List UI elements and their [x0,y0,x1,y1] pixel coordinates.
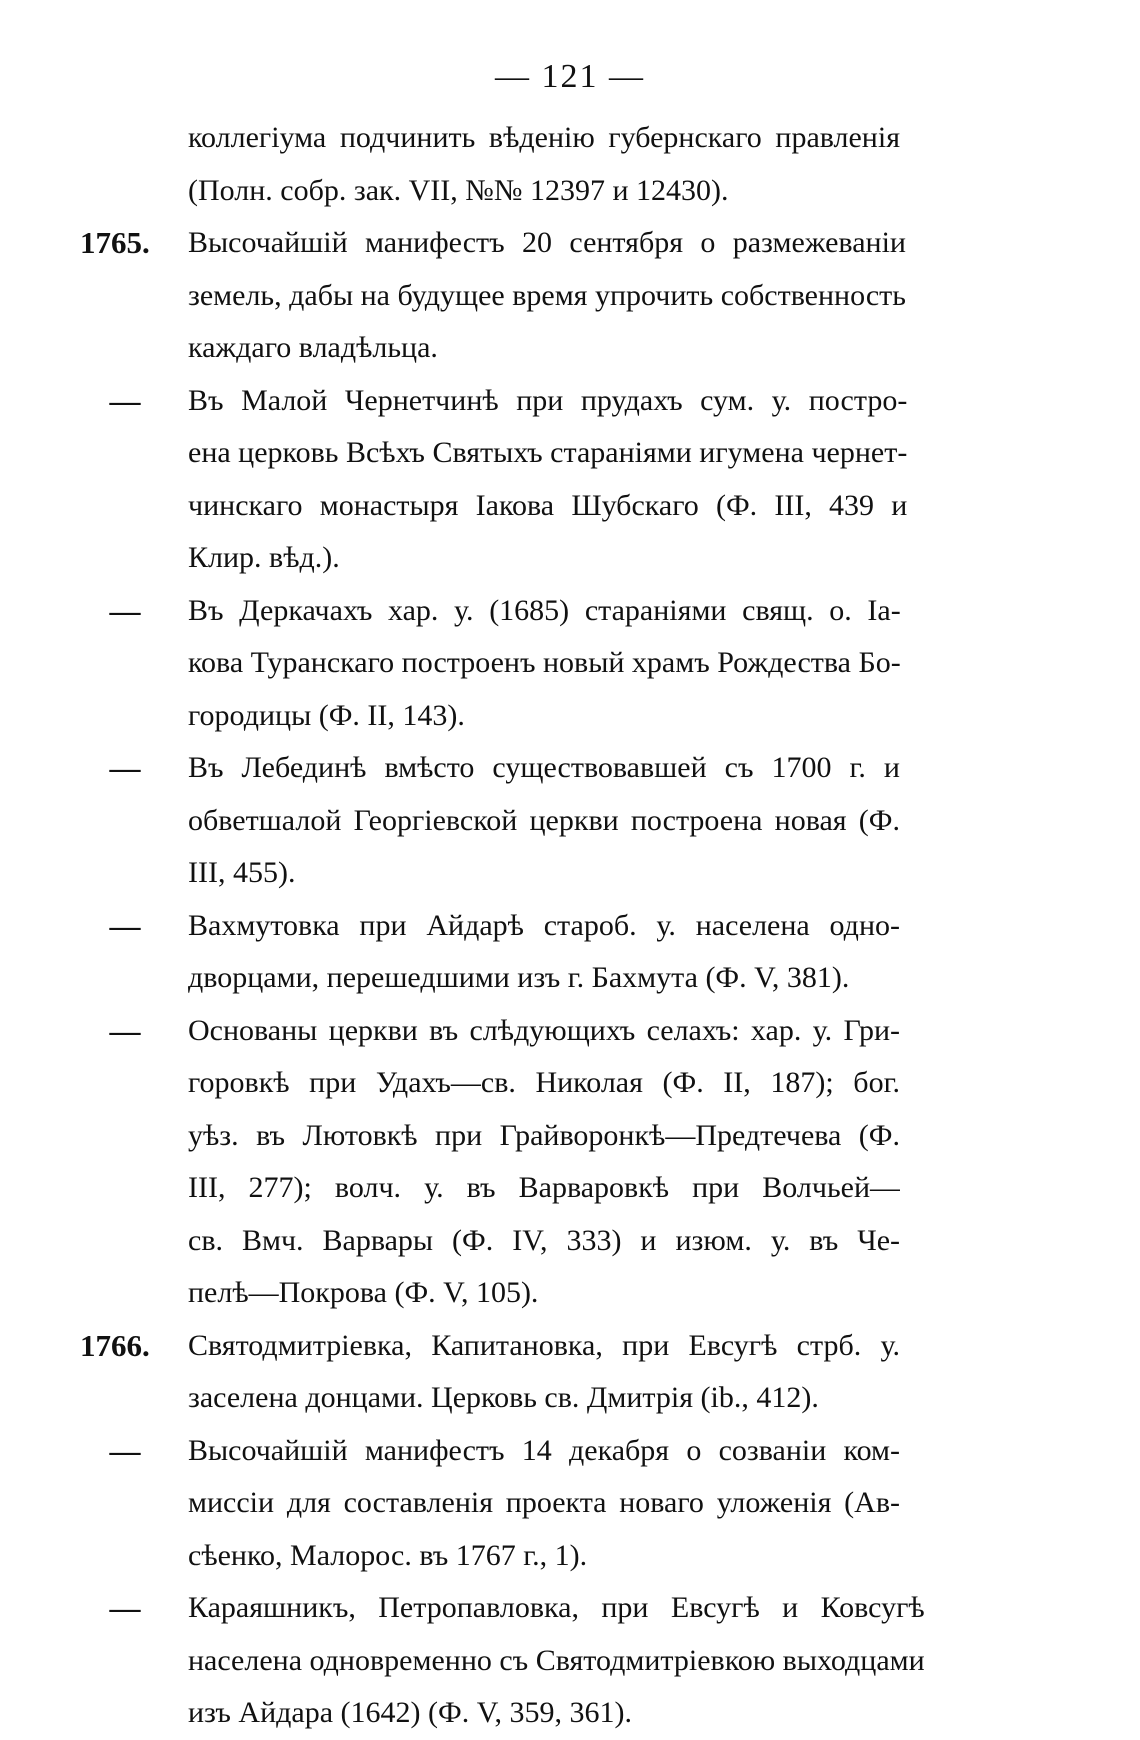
entry-text [188,1005,900,1320]
entry-line: обветшалой Георгіевской церкви построена новая (Ф. [188,803,900,837]
chronicle-entry [80,585,900,743]
entry-line: населена одновременно съ Святодмитріевкою выходцами [188,1643,925,1677]
entry-text [188,1425,900,1583]
entry-text [188,585,901,743]
entry-text [188,1320,900,1425]
entry-line: сѣенко, Малорос. въ 1767 г., 1). [188,1538,588,1572]
chronicle-entry [80,1425,900,1583]
entry-dash-marker: — [109,592,141,628]
chronicle-entry [80,742,900,900]
entry-line: кова Туранскаго построенъ новый храмъ Рождества Бо- [188,646,901,679]
entry-line: св. Вмч. Варвары (Ф. IV, 333) и изюм. у. въ Че- [188,1223,900,1257]
entry-dash-marker: — [109,750,141,785]
chronicle-entry [80,1005,900,1320]
page-number: — 121 — [495,58,645,95]
entry-line: земель, дабы на будущее время упрочить собственность [188,278,906,312]
entry-dash-marker: — [109,1590,141,1625]
entry-text [188,112,900,217]
entry-line: III, 455). [188,856,296,889]
chronicle-entry [80,375,908,585]
entry-line: III, 277); волч. у. въ Варваровкѣ при Волчьей— [188,1171,900,1204]
entry-line: изъ Айдара (1642) (Ф. V, 359, 361). [188,1696,632,1729]
entry-text [188,742,900,900]
entry-line: Святодмитріевка, Капитановка, при Евсугѣ стрб. у. [188,1328,900,1362]
entry-line: Въ Лебединѣ вмѣсто существовавшей съ 1700 г. и [188,751,900,784]
chronicle-entry [80,112,900,217]
entry-line: (Полн. собр. зак. VII, №№ 12397 и 12430). [188,173,729,207]
entry-line: Въ Деркачахъ хар. у. (1685) стараніями свящ. о. Іа- [188,593,901,627]
entry-line: Вахмутовка при Айдарѣ староб. у. населена одно- [188,908,900,942]
entry-year: 1766. [80,1327,150,1363]
entry-line: Основаны церкви въ слѣдующихъ селахъ: хар. у. Гри- [188,1013,900,1047]
entry-line: заселена донцами. Церковь св. Дмитрія (ib., 412). [188,1381,819,1414]
entry-line: Высочайшій манифестъ 20 сентября о размежеваніи [188,226,906,259]
entry-text [188,217,906,375]
chronicle-entry [80,1582,925,1740]
entry-dash-marker: — [109,382,141,418]
chronicle-entry [80,900,900,1005]
chronicle-entry [80,217,906,375]
entry-line: чинскаго монастыря Іакова Шубскаго (Ф. III, 439 и [188,488,908,522]
entry-line: миссіи для составленія проекта новаго уложенія (Ав- [188,1486,900,1519]
chronicle-entries [80,112,925,1740]
entry-text [188,900,900,1005]
entry-line: Клир. вѣд.). [188,541,340,574]
entry-text [188,1582,925,1740]
entry-line: горовкѣ при Удахъ—св. Николая (Ф. II, 187); бог. [188,1066,900,1099]
chronicle-entry [80,1320,900,1425]
entry-dash-marker: — [109,1432,141,1468]
entry-line: Въ Малой Чернетчинѣ при прудахъ сум. у. постро- [188,383,908,417]
entry-line: коллегіума подчинить вѣденію губернскаго правленія [188,121,900,154]
entry-dash-marker: — [109,907,141,943]
entry-line: пелѣ—Покрова (Ф. V, 105). [188,1276,539,1309]
entry-text [188,375,907,585]
entry-line: Караяшникъ, Петропавловка, при Евсугѣ и Ковсугѣ [188,1591,925,1624]
entry-line: городицы (Ф. II, 143). [188,698,465,732]
entry-line: уѣз. въ Лютовкѣ при Грайворонкѣ—Предтечева (Ф. [188,1118,900,1152]
entry-line: Высочайшій манифестъ 14 декабря о созваніи ком- [188,1433,900,1467]
entry-line: дворцами, перешедшими изъ г. Бахмута (Ф. V, 381). [188,961,850,994]
entry-year: 1765. [80,225,150,260]
entry-dash-marker: — [109,1012,141,1048]
entry-line: ена церковь Всѣхъ Святыхъ стараніями игумена чернет- [188,436,908,469]
entry-line: каждаго владѣльца. [188,331,438,364]
